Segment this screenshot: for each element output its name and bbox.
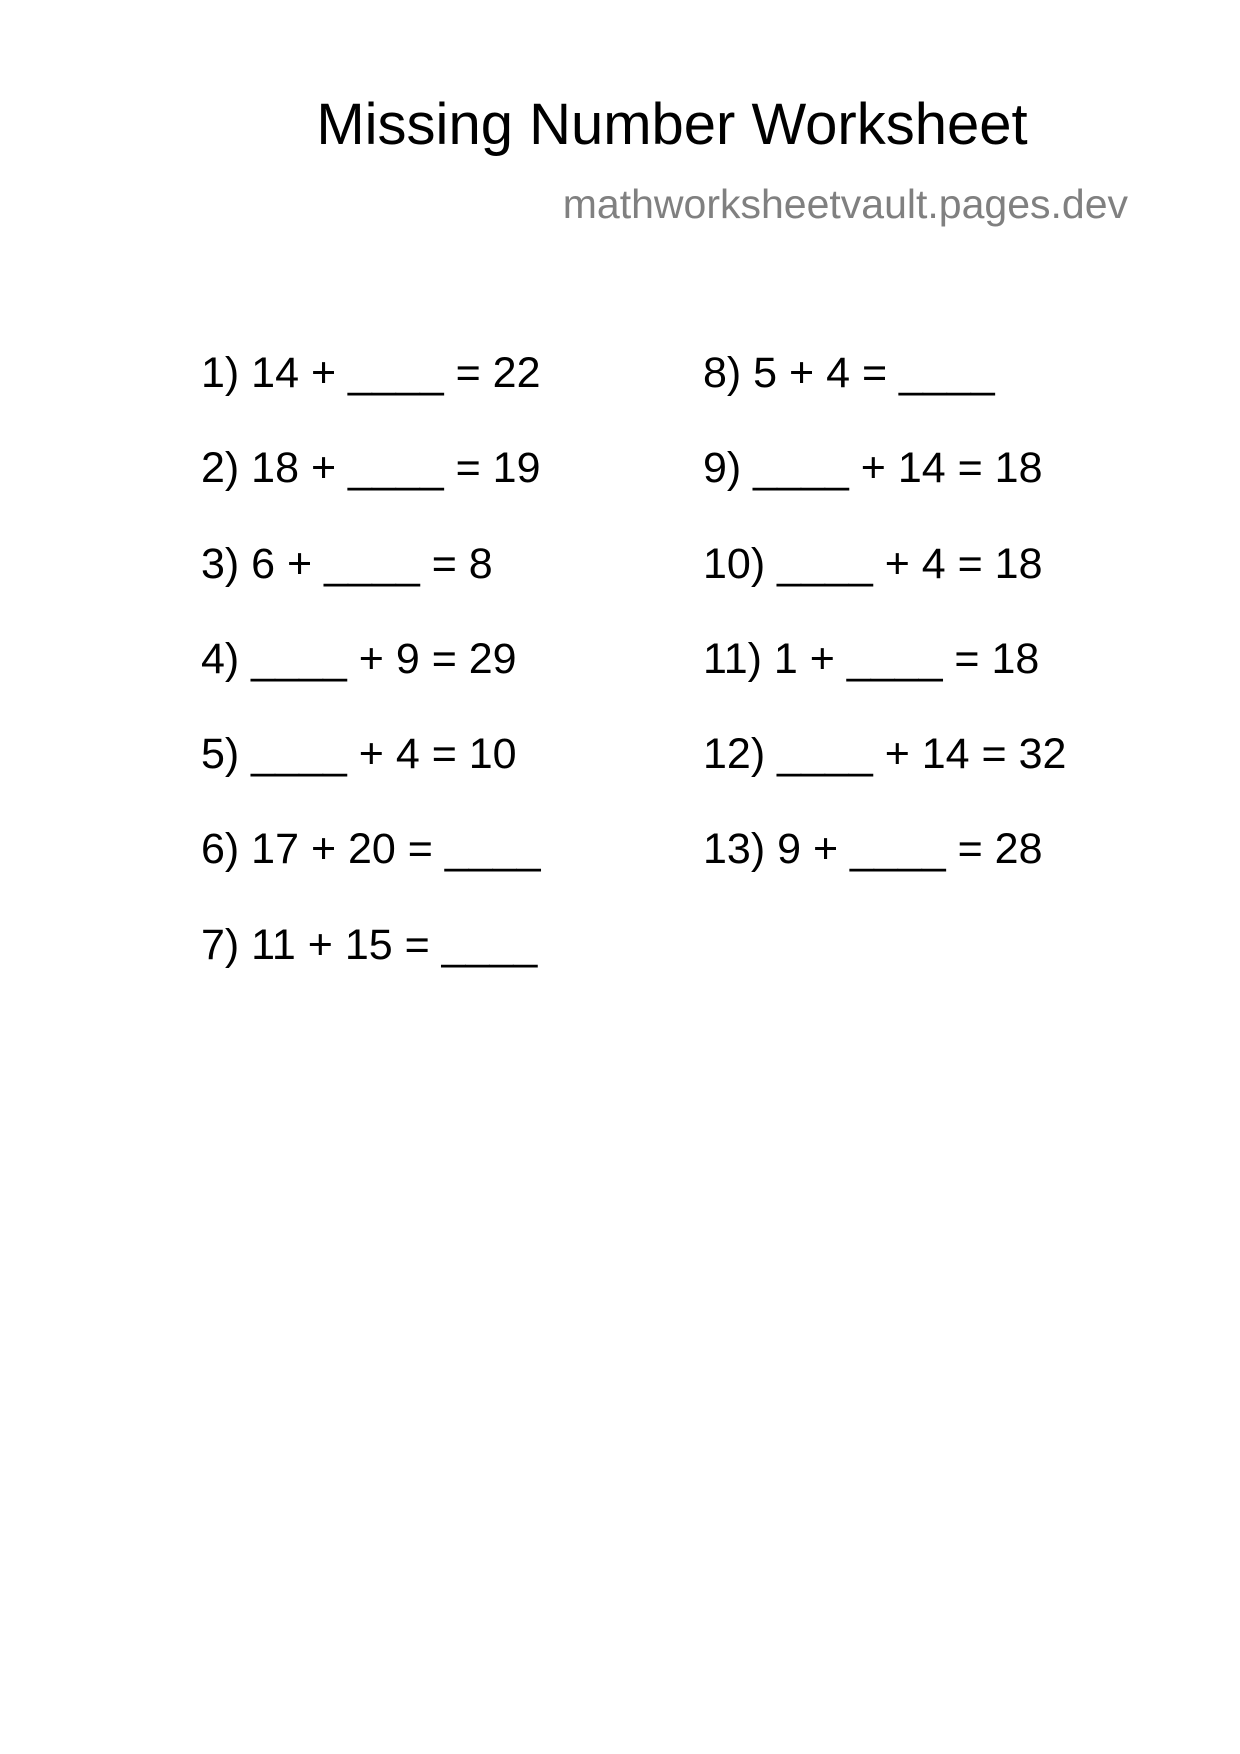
problem-item: 11) 1 + ____ = 18	[703, 634, 1040, 683]
problem-item: 8) 5 + 4 = ____	[703, 349, 995, 397]
problem-item: 1) 14 + ____ = 22	[201, 349, 541, 397]
problem-item: 9) ____ + 14 = 18	[703, 444, 1043, 493]
page-title: Missing Number Worksheet	[316, 92, 1028, 157]
source-url: mathworksheetvault.pages.dev	[562, 181, 1128, 227]
problem-item: 12) ____ + 14 = 32	[703, 730, 1067, 779]
problems-right-column	[703, 349, 1067, 924]
problem-item: 7) 11 + 15 = ____	[201, 920, 538, 969]
problem-item: 6) 17 + 20 = ____	[201, 825, 541, 874]
problem-item: 5) ____ + 4 = 10	[201, 730, 517, 779]
problems-left-column	[201, 349, 541, 1019]
problem-item: 3) 6 + ____ = 8	[201, 539, 493, 588]
problem-item: 10) ____ + 4 = 18	[703, 539, 1043, 588]
problem-item: 4) ____ + 9 = 29	[201, 634, 517, 683]
problem-item: 13) 9 + ____ = 28	[703, 825, 1043, 874]
problem-item: 2) 18 + ____ = 19	[201, 444, 541, 493]
